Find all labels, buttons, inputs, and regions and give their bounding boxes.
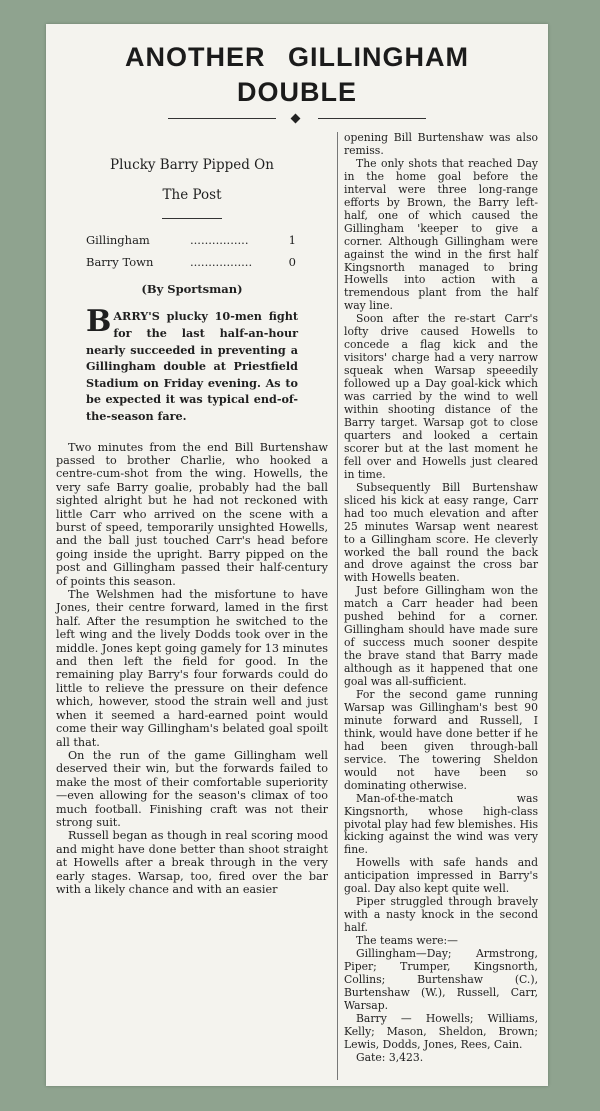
article-paragraph: Two minutes from the end Bill Burtenshaw passed to brother Charlie, who hooked a centre-cum-shot from the wing. Howells, the very safe Barry goalie, probably had the ball sighted alright but he had not reckoned with little Carr who arrived on the scene with a burst of speed, temporarily unsighted Howells, and the ball just touched Carr's head before going inside the upright. Barry pipped on the post and Gillingham passed their half-century of points this season. xyxy=(56,440,328,588)
article-paragraph: Man-of-the-match was Kingsnorth, whose high-class pivotal play had few blemishes. His kicking against the wind was very fine. xyxy=(344,791,538,857)
newspaper-clipping xyxy=(46,24,548,1086)
intro-text: ARRY'S plucky 10-men fight for the last half-an-hour nearly succeeded in preventing a Gillingham double at Priestfield Stadium on Friday evening. As to be expected it was typical end-of-the-season fare. xyxy=(86,309,298,423)
article-paragraph: For the second game running Warsap was Gillingham's best 90 minute forward and Russell, I think, would have done better if he had been given through-ball service. The towering Sheldon would not have been so dominating otherwise. xyxy=(344,687,538,792)
team-lineup: Gillingham—Day; Armstrong, Piper; Trumper, Kingsnorth, Collins; Burtenshaw (C.), Burtenshaw (W.), Russell, Carr, Warsap. xyxy=(344,947,538,1012)
headline-ornament xyxy=(168,114,426,124)
article-paragraph: Russell began as though in real scoring mood and might have done better than shoot straight at Howells after a break through in the very early stages. Warsap, too, fired over the bar with a likely chance and with an easier xyxy=(56,829,328,896)
score-leader-dots: ................. xyxy=(189,255,253,269)
article-paragraph-continued: opening Bill Burtenshaw was also remiss. xyxy=(344,131,538,157)
score-goals: 1 xyxy=(288,233,296,247)
article-paragraph: Subsequently Bill Burtenshaw sliced his kick at easy range, Carr had too much elevation and after 25 minutes Warsap went nearest to a Gillingham score. He cleverly worked the ball round the back and drove against the cross bar with Howells beaten. xyxy=(344,480,538,585)
score-row xyxy=(86,251,296,273)
ornament-rule-right xyxy=(318,118,426,119)
article-paragraph: Howells with safe hands and anticipation impressed in Barry's goal. Day also kept quite well. xyxy=(344,856,538,896)
subheadline-line-1: Plucky Barry Pipped On xyxy=(110,157,274,173)
column-divider xyxy=(337,132,338,1080)
headline-line-2: DOUBLE xyxy=(237,77,357,107)
team-lineup: Barry — Howells; Williams, Kelly; Mason, Sheldon, Brown; Lewis, Dodds, Jones, Rees, Cain. xyxy=(344,1011,538,1051)
right-column xyxy=(344,132,538,1065)
article-paragraph: Soon after the re-start Carr's lofty drive caused Howells to concede a flag kick and the visitors' charge had a very narrow squeak when Warsap speeedily followed up a Day goal-kick which was carried by the wind to well within shooting distance of the Barry target. Warsap got to close quarters and looked a certain scorer but at the last moment he fell over and Howells just cleared in time. xyxy=(344,312,538,481)
score-team: Barry Town xyxy=(86,255,154,269)
byline: (By Sportsman) xyxy=(141,282,243,296)
subheadline-line-2: The Post xyxy=(162,187,222,203)
score-goals: 0 xyxy=(288,255,296,269)
article-paragraph: On the run of the game Gillingham well deserved their win, but the forwards failed to make the most of their comfortable superiority—even allowing for the season's climax of too much football. Finishing craft was not their strong suit. xyxy=(56,748,328,829)
attendance: Gate: 3,423. xyxy=(356,1050,424,1064)
article-paragraph: The only shots that reached Day in the home goal before the interval were three long-range efforts by Brown, the Barry left-half, one of which caused the Gillingham 'keeper to give a corner. Although Gillingham were against the wind in the first half Kingsnorth managed to bring Howells into action with a tremendous plant from the half way line. xyxy=(344,156,538,313)
ornament-rule-left xyxy=(168,118,276,119)
article-paragraph: The Welshmen had the misfortune to have Jones, their centre forward, lamed in the first half. After the resumption he switched to the left wing and the lively Dodds took over in the middle. Jones kept going gamely for 13 minutes and then left the field for good. In the remaining play Barry's four forwards could do little to relieve the pressure on their defence which, however, stood the strain well and just when it seemed a hard-earned point would come their way Gillingham's belated goal spoilt all that. xyxy=(56,588,328,749)
subheadline-rule xyxy=(162,218,222,219)
intro-paragraph xyxy=(86,304,298,424)
ornament-diamond xyxy=(291,114,301,124)
score-leader-dots: ................ xyxy=(190,233,249,247)
article-paragraph: The teams were:— xyxy=(356,934,458,948)
score-row xyxy=(86,229,296,251)
score-team: Gillingham xyxy=(86,233,150,247)
headline-line-1: ANOTHER GILLINGHAM xyxy=(125,42,469,72)
drop-cap: B xyxy=(86,304,112,340)
article-paragraph: Piper struggled through bravely with a nasty knock in the second half. xyxy=(344,895,538,935)
subheadline xyxy=(56,150,328,210)
article-paragraph: Just before Gillingham won the match a Carr header had been pushed behind for a corner. Gillingham should have made sure of success much sooner despite the brave stand that Barry made although as it happened that one goal was all-sufficient. xyxy=(344,584,538,689)
left-column xyxy=(56,132,328,896)
